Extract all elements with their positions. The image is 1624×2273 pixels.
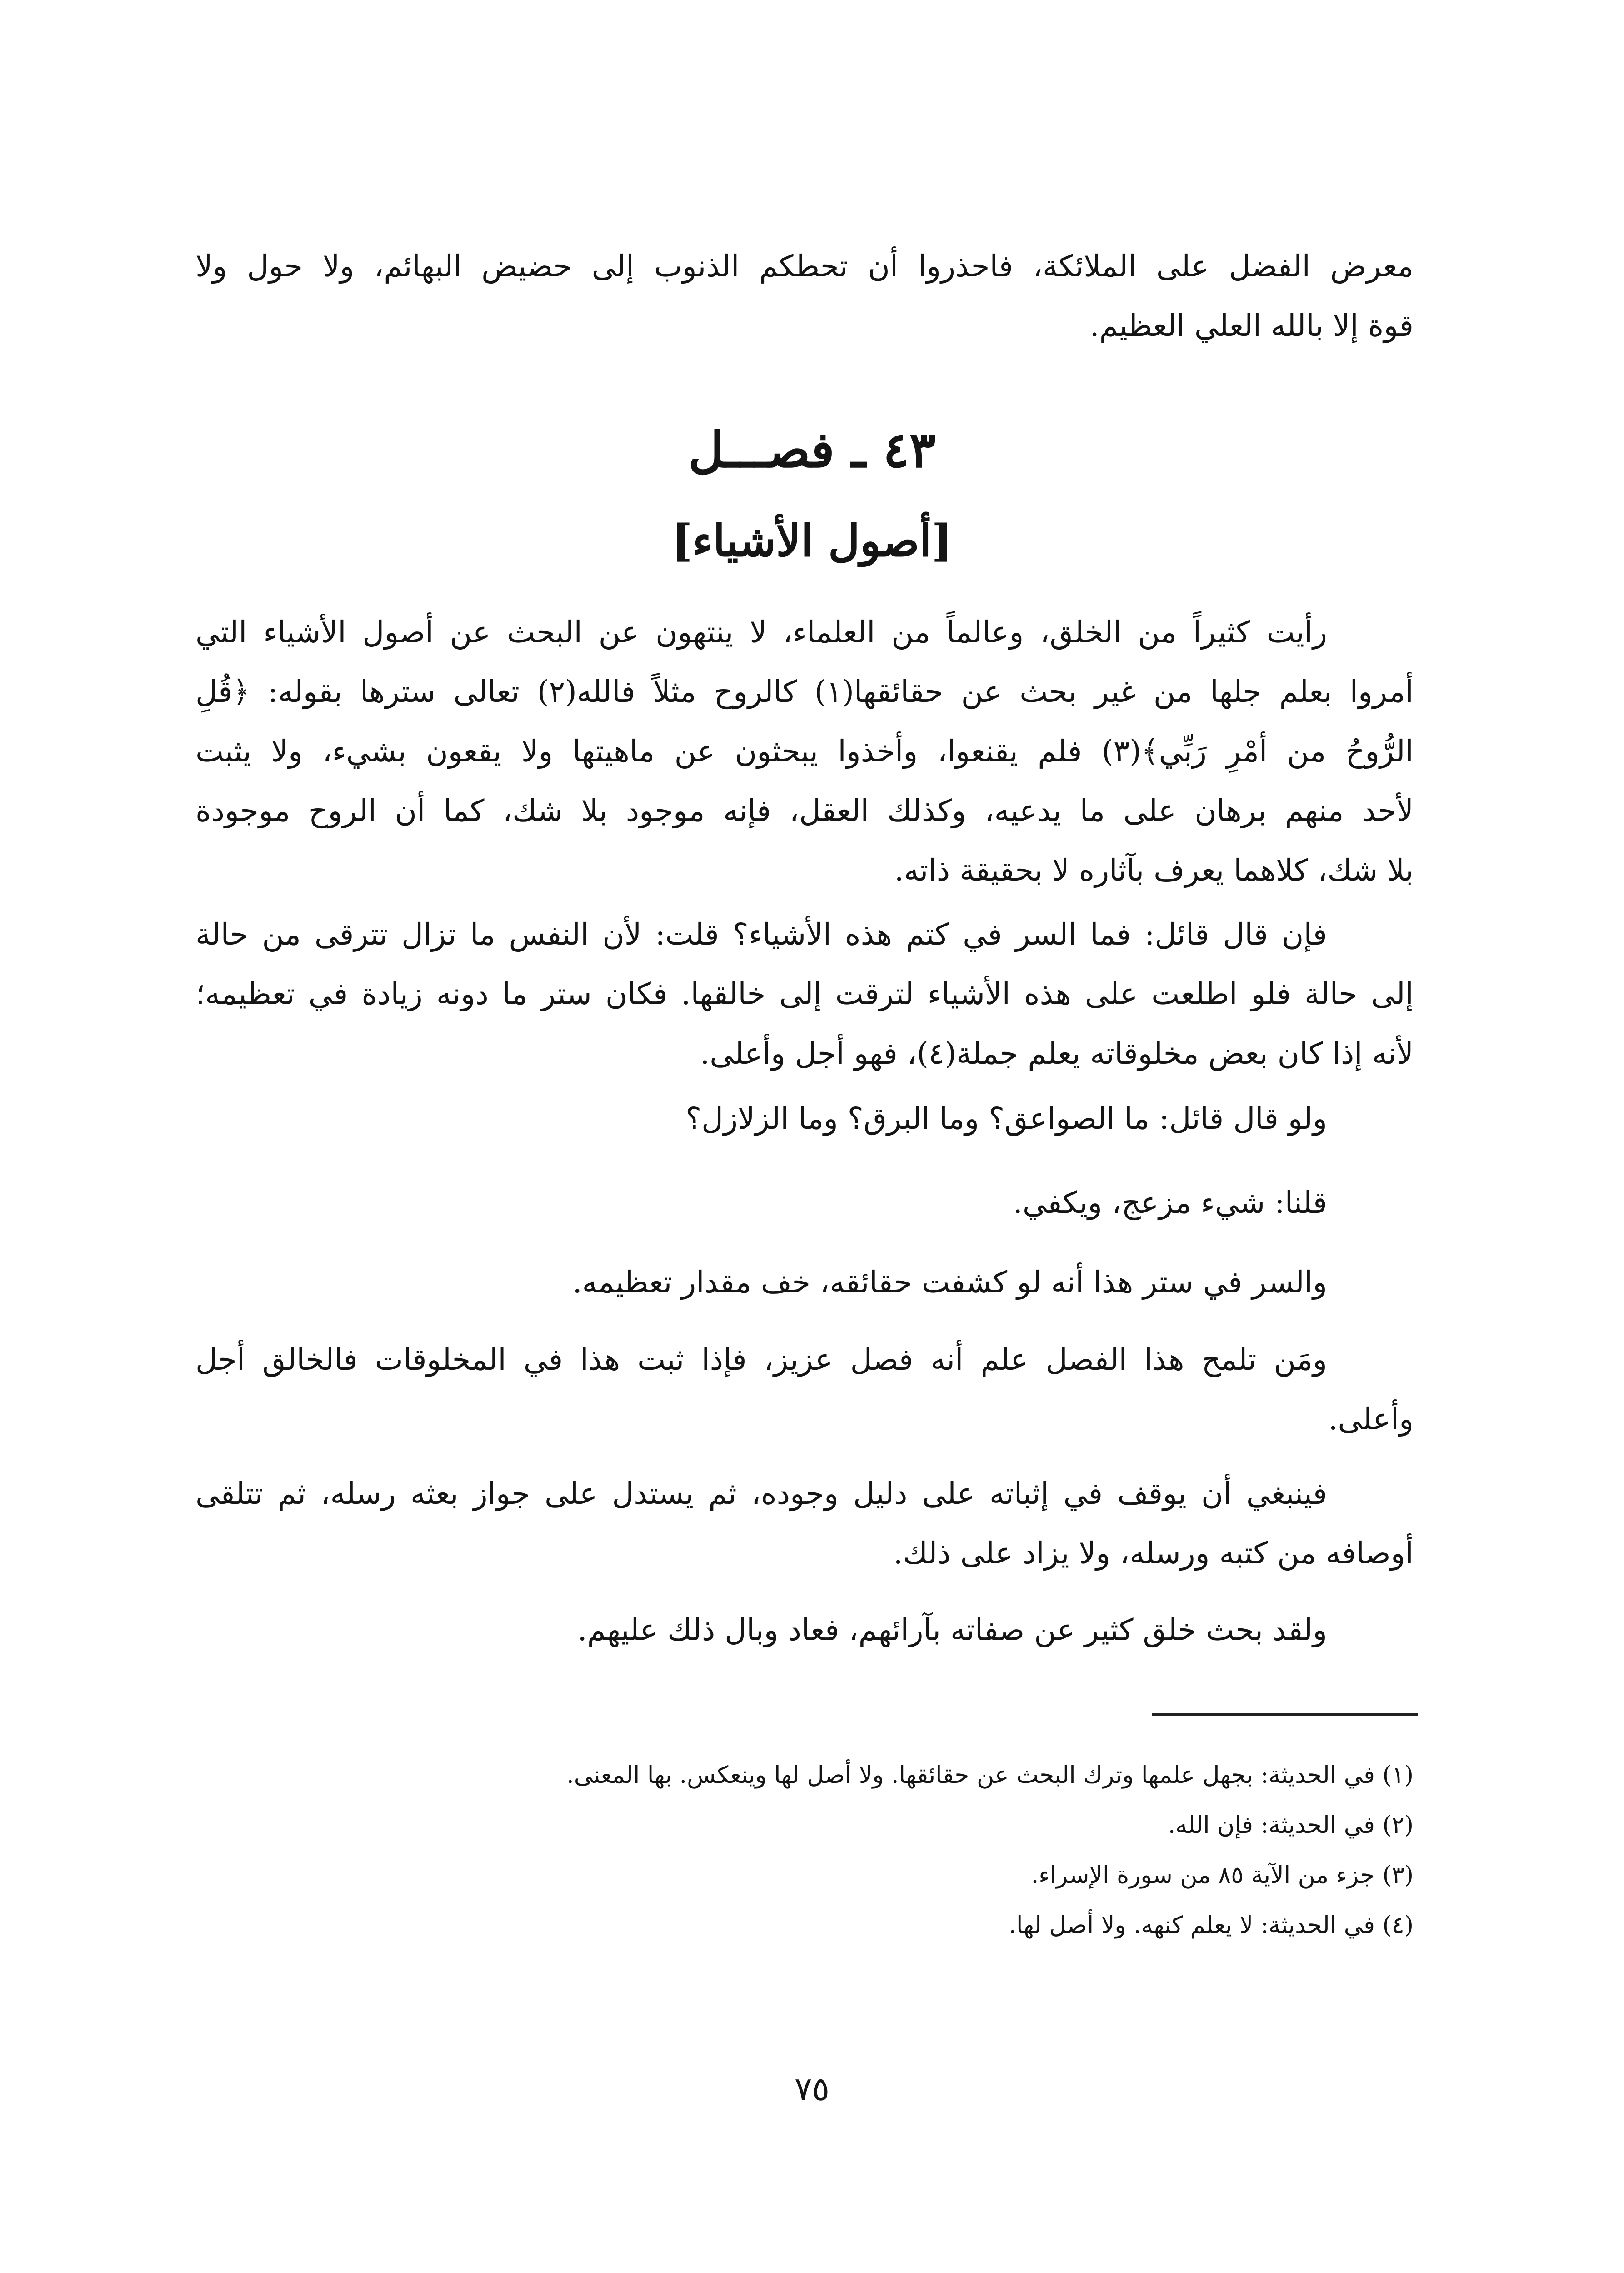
paragraph-line: والسر في ستر هذا أنه لو كشفت حقائقه، خف مقدار تعظيمه. [572,1265,1327,1300]
footnote: (٤) في الحديثة: لا يعلم كنهه. ولا أصل لها. [1009,1912,1414,1939]
paragraph [195,602,1414,900]
paragraph-line: ولقد بحث خلق كثير عن صفاته بآرائهم، فعاد وبال ذلك عليهم. [577,1612,1327,1647]
footnote: (٢) في الحديثة: فإن الله. [1168,1812,1414,1839]
intro-line: قوة إلا بالله العلي العظيم. [1089,308,1414,343]
paragraph-line: فإن قال قائل: فما السر في كتم هذه الأشياء؟ قلت: لأن النفس ما تزال تترقى من حالة [195,917,1327,952]
paragraph [195,1089,1414,1148]
footnotes [318,1750,1414,1950]
paragraph-line: أمروا بعلم جلها من غير بحث عن حقائقها(١) كالروح مثلاً فالله(٢) تعالى سترها بقوله: ﴿قُلِ [195,674,1414,709]
paragraph-line: بلا شك، كلاهما يعرف بآثاره لا بحقيقة ذاته. [894,853,1414,888]
paragraph [195,1600,1414,1660]
paragraph-line: لأحد منهم برهان على ما يدعيه، وكذلك العقل، فإنه موجود بلا شك، كما أن الروح موجودة [195,793,1414,828]
section-heading: ٤٣ ـ فصـــل [688,421,936,479]
paragraph-line: وأعلى. [1328,1402,1414,1437]
paragraph-line: فينبغي أن يوقف في إثباته على دليل وجوده، ثم يستدل على جواز بعثه رسله، ثم تتلقى [195,1476,1327,1511]
paragraph-line: لأنه إذا كان بعض مخلوقاته يعلم جملة(٤)، فهو أجل وأعلى. [700,1036,1414,1071]
footnote-divider [1152,1713,1418,1716]
paragraph [195,1464,1414,1583]
paragraph [195,1252,1414,1312]
section-subtitle: [أصول الأشياء] [671,515,952,566]
paragraph-line: الرُّوحُ من أمْرِ رَبِّي﴾(٣) فلم يقنعوا، وأخذوا يبحثون عن ماهيتها ولا يقعون بشيء، ولا يثبت [195,734,1414,769]
paragraph [195,1330,1414,1449]
intro-line: معرض الفضل على الملائكة، فاحذروا أن تحطكم الذنوب إلى حضيض البهائم، ولا حول ولا [195,249,1414,284]
paragraph-line: قلنا: شيء مزعج، ويكفي. [1013,1185,1327,1220]
footnote: (٣) جزء من الآية ٨٥ من سورة الإسراء. [1031,1862,1414,1889]
paragraph-line: ولو قال قائل: ما الصواعق؟ وما البرق؟ وما الزلازل؟ [685,1101,1327,1136]
paragraph-line: ومَن تلمح هذا الفصل علم أنه فصل عزيز، فإذا ثبت هذا في المخلوقات فالخالق أجل [195,1342,1327,1377]
page-number: ٧٥ [794,2070,830,2108]
footnote: (١) في الحديثة: بجهل علمها وترك البحث عن حقائقها. ولا أصل لها وينعكس. بها المعنى. [566,1762,1414,1789]
paragraph-line: أوصافه من كتبه ورسله، ولا يزاد على ذلك. [893,1536,1414,1571]
intro-paragraph [195,236,1414,355]
paragraph-line: رأيت كثيراً من الخلق، وعالماً من العلماء، لا ينتهون عن البحث عن أصول الأشياء التي [195,615,1327,650]
paragraph [195,1173,1414,1232]
paragraph-line: إلى حالة فلو اطلعت على هذه الأشياء لترقت إلى خالقها. فكان ستر ما دونه زيادة في تعظيمه؛ [195,976,1414,1011]
paragraph [195,905,1414,1083]
